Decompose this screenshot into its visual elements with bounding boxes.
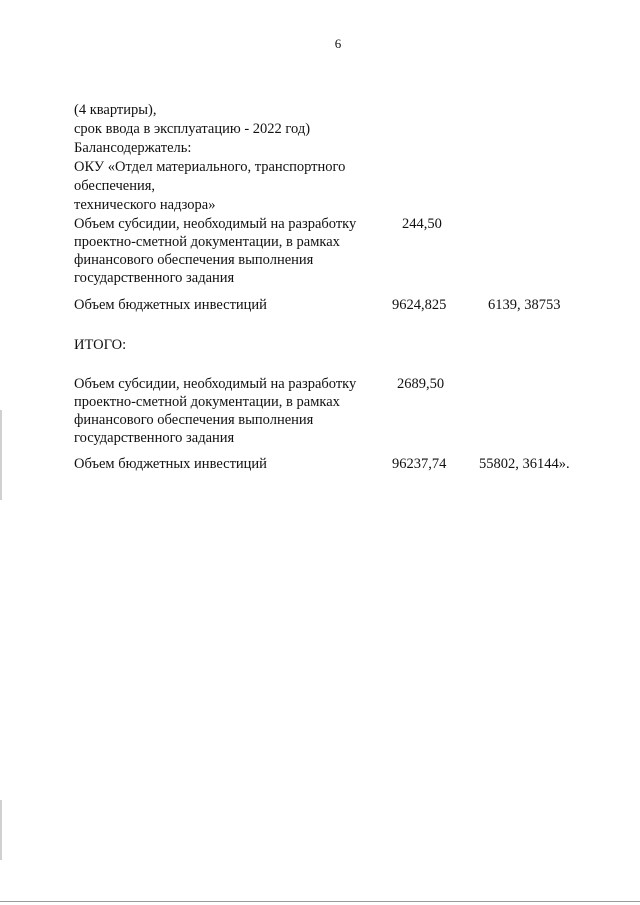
total-heading: ИТОГО: bbox=[74, 337, 127, 353]
subsidy-value-2: 2689,50 bbox=[397, 376, 445, 392]
intro-line: Балансодержатель: bbox=[74, 140, 192, 156]
subsidy-label-1: Объем субсидии, необходимый на разработку проектно-сметной документации, в рамках финансового обеспечения выполнения государственного задания bbox=[74, 216, 357, 286]
investments-value-3: 96237,74 bbox=[392, 456, 447, 472]
investments-value-4: 55802, 36144». bbox=[479, 456, 570, 472]
subsidy-value-1: 244,50 bbox=[402, 216, 442, 232]
investments-label-2: Объем бюджетных инвестиций bbox=[74, 456, 267, 472]
scan-edge-mark bbox=[0, 800, 2, 860]
intro-line: технического надзора» bbox=[74, 197, 216, 213]
investments-value-2: 6139, 38753 bbox=[488, 297, 561, 313]
intro-line: (4 квартиры), bbox=[74, 102, 157, 118]
intro-line: обеспечения, bbox=[74, 178, 156, 194]
intro-line: срок ввода в эксплуатацию - 2022 год) bbox=[74, 121, 311, 137]
page-number: 6 bbox=[334, 36, 342, 51]
subsidy-label-2: Объем субсидии, необходимый на разработку проектно-сметной документации, в рамках финансового обеспечения выполнения государственного задания bbox=[74, 376, 357, 446]
investments-value-1: 9624,825 bbox=[392, 297, 447, 313]
scan-edge-mark bbox=[0, 410, 2, 500]
scan-bottom-edge bbox=[0, 901, 640, 902]
intro-line: ОКУ «Отдел материального, транспортного bbox=[74, 159, 346, 175]
investments-label-1: Объем бюджетных инвестиций bbox=[74, 297, 267, 313]
object-description bbox=[74, 101, 345, 215]
